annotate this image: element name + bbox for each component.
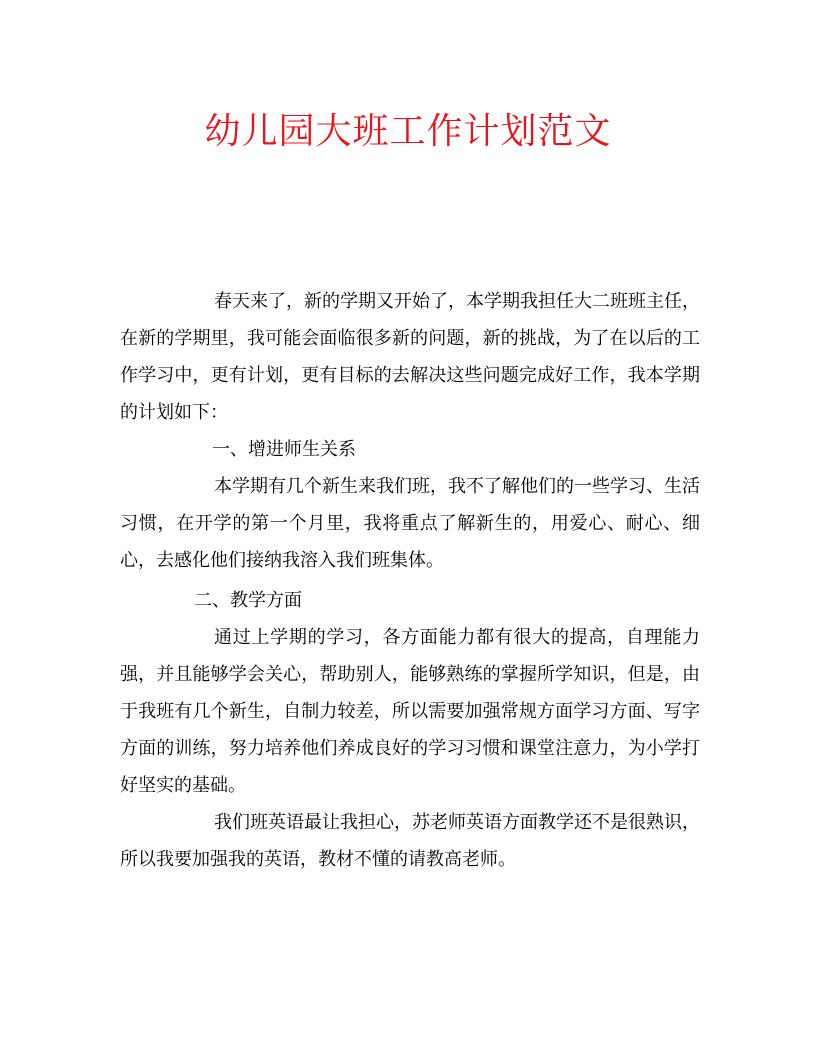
intro-paragraph: 春天来了，新的学期又开始了，本学期我担任大二班班主任，在新的学期里，我可能会面临很多新的问题，新的挑战，为了在以后的工作学习中，更有计划，更有目标的去解决这些问题完成好工作，我本学期的计划如下： bbox=[120, 291, 700, 423]
section-heading-teaching: 二、教学方面 bbox=[194, 590, 302, 611]
english-paragraph: 我们班英语最让我担心，苏老师英语方面教学还不是很熟识，所以我要加强我的英语，教材不懂的请教高老师。 bbox=[120, 812, 700, 870]
relationship-paragraph: 本学期有几个新生来我们班，我不了解他们的一些学习、生活习惯，在开学的第一个月里，我将重点了解新生的，用爱心、耐心、细心，去感化他们接纳我溶入我们班集体。 bbox=[120, 476, 700, 571]
document-title: 幼儿园大班工作计划范文 bbox=[204, 111, 612, 152]
teaching-paragraph: 通过上学期的学习，各方面能力都有很大的提高，自理能力强，并且能够学会关心，帮助别人，能够熟练的掌握所学知识，但是，由于我班有几个新生，自制力较差，所以需要加强常规方面学习方面、写字方面的训练，努力培养他们养成良好的学习习惯和课堂注意力，为小学打好坚实的基础。 bbox=[120, 627, 700, 796]
section-heading-relationship: 一、增进师生关系 bbox=[212, 439, 356, 460]
document-body bbox=[120, 283, 700, 878]
